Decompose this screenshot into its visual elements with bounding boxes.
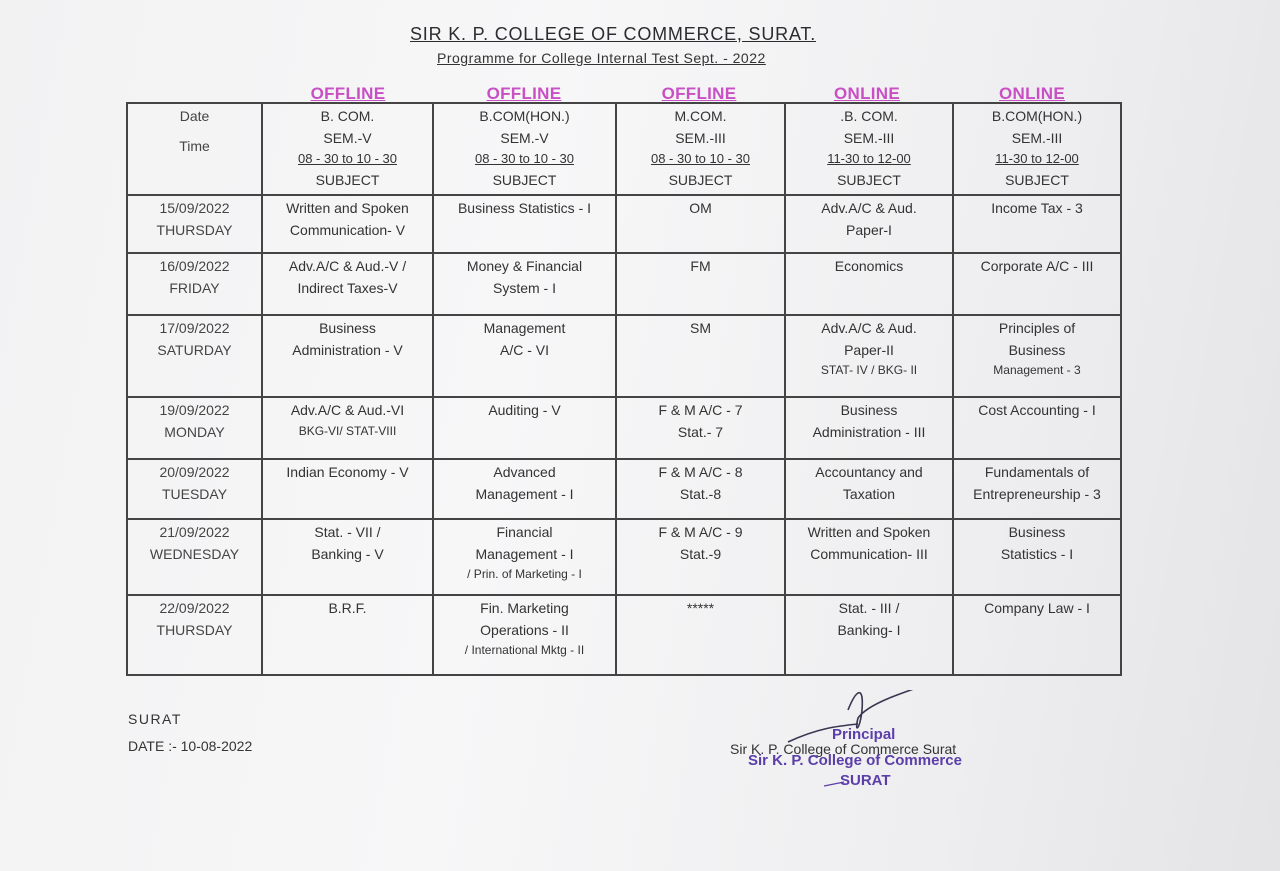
subject-text: Banking- I — [837, 621, 901, 638]
subject-cell — [433, 195, 616, 253]
subject-text: Management — [483, 320, 566, 336]
subject-text: Fundamentals of — [984, 464, 1090, 480]
stamp-city: SURAT — [840, 772, 891, 789]
subject-text: Banking - V — [311, 545, 384, 562]
mode-label-col2: OFFLINE — [486, 84, 562, 103]
date-cell — [127, 315, 262, 397]
footer-place: SURAT — [128, 711, 182, 727]
subject-text: Business — [1008, 341, 1066, 358]
header-col-4 — [785, 103, 953, 195]
subject-text: Advanced — [493, 464, 556, 480]
subject-text: Communication- V — [289, 221, 406, 238]
course-name: M.COM. — [674, 108, 727, 124]
document-subtitle: Programme for College Internal Test Sept. - 2022 — [437, 50, 766, 66]
stamp-title: Principal — [832, 726, 896, 743]
subject-text: Operations - II — [480, 621, 569, 638]
subject-text: Corporate A/C - III — [980, 258, 1094, 274]
exam-day: WEDNESDAY — [149, 545, 240, 562]
header-date-label: Date — [179, 108, 210, 124]
subject-cell — [953, 253, 1121, 315]
subject-cell — [785, 459, 953, 519]
subject-cell — [616, 519, 785, 595]
subject-cell — [616, 397, 785, 459]
subject-label: SUBJECT — [315, 171, 380, 188]
subject-cell — [785, 397, 953, 459]
subject-cell — [953, 195, 1121, 253]
subject-text: Management - I — [475, 545, 574, 562]
subject-cell — [433, 253, 616, 315]
semester: SEM.-V — [500, 129, 549, 146]
date-cell — [127, 519, 262, 595]
subject-cell — [785, 195, 953, 253]
subject-text: B.R.F. — [328, 600, 367, 616]
time-slot: 08 - 30 to 10 - 30 — [297, 151, 397, 167]
table-row — [127, 519, 1121, 595]
date-cell — [127, 253, 262, 315]
subject-text: Administration - V — [292, 341, 403, 358]
subject-cell — [616, 459, 785, 519]
exam-date: 15/09/2022 — [159, 200, 230, 216]
subject-cell — [433, 315, 616, 397]
subject-cell — [785, 253, 953, 315]
exam-date: 17/09/2022 — [159, 320, 230, 336]
subject-text: Administration - III — [812, 423, 926, 440]
subject-cell — [616, 195, 785, 253]
subject-text: Adv.A/C & Aud.-VI — [290, 402, 405, 418]
date-cell — [127, 195, 262, 253]
header-row — [127, 103, 1121, 195]
subject-cell — [785, 519, 953, 595]
course-name: B.COM(HON.) — [479, 108, 570, 124]
subject-cell — [262, 195, 433, 253]
subject-text: F & M A/C - 9 — [658, 524, 743, 540]
subject-text: / Prin. of Marketing - I — [467, 567, 582, 582]
mode-label-col3: OFFLINE — [661, 84, 737, 103]
document-title: SIR K. P. COLLEGE OF COMMERCE, SURAT. — [410, 24, 817, 44]
subject-text: F & M A/C - 8 — [658, 464, 743, 480]
mode-label-col1: OFFLINE — [310, 84, 386, 103]
subject-cell — [953, 315, 1121, 397]
subject-label: SUBJECT — [492, 171, 557, 188]
subject-text: Company Law - I — [984, 600, 1090, 616]
table-row — [127, 195, 1121, 253]
course-name: .B. COM. — [840, 108, 898, 124]
subject-text: / International Mktg - II — [464, 643, 585, 658]
footer-date: DATE :- 10-08-2022 — [128, 738, 253, 754]
exam-date: 22/09/2022 — [159, 600, 230, 616]
subject-text: A/C - VI — [499, 341, 549, 358]
table-row — [127, 459, 1121, 519]
subject-label: SUBJECT — [1005, 171, 1069, 188]
subject-text: Taxation — [842, 485, 896, 502]
semester: SEM.-III — [1011, 129, 1063, 146]
exam-date: 16/09/2022 — [159, 258, 230, 274]
time-slot: 11-30 to 12-00 — [827, 151, 911, 167]
subject-text: Management - I — [475, 485, 574, 502]
signatory-name: Sir K. P. College of Commerce Surat — [730, 741, 957, 757]
subject-text: Statistics - I — [1000, 545, 1074, 562]
subject-text: Auditing - V — [488, 402, 561, 418]
subject-cell — [262, 595, 433, 675]
subject-text: Stat.-9 — [679, 545, 722, 562]
subject-text: Financial — [496, 524, 553, 540]
exam-day: THURSDAY — [156, 221, 233, 238]
subject-cell — [433, 397, 616, 459]
subject-text: Income Tax - 3 — [991, 200, 1083, 216]
subject-text: Fin. Marketing — [480, 600, 569, 616]
course-name: B. COM. — [320, 108, 375, 124]
subject-cell — [953, 595, 1121, 675]
subject-text: System - I — [492, 279, 556, 296]
subject-label: SUBJECT — [837, 171, 901, 188]
subject-cell — [433, 459, 616, 519]
subject-cell — [953, 459, 1121, 519]
subject-text: Adv.A/C & Aud. — [821, 200, 917, 216]
subject-text: FM — [690, 258, 711, 274]
exam-timetable — [126, 102, 1122, 676]
exam-day: TUESDAY — [161, 485, 228, 502]
subject-cell — [616, 315, 785, 397]
semester: SEM.-III — [843, 129, 895, 146]
header-col-1 — [262, 103, 433, 195]
exam-day: THURSDAY — [156, 621, 233, 638]
header-col-3 — [616, 103, 785, 195]
subject-cell — [785, 595, 953, 675]
subject-text: Cost Accounting - I — [978, 402, 1096, 418]
header-col-2 — [433, 103, 616, 195]
subject-text: Management - 3 — [993, 363, 1081, 378]
subject-text: Communication- III — [810, 545, 928, 562]
subject-text: Adv.A/C & Aud. — [821, 320, 917, 336]
subject-text: F & M A/C - 7 — [658, 402, 743, 418]
subject-text: Paper-I — [846, 221, 892, 238]
subject-cell — [433, 519, 616, 595]
table-row — [127, 315, 1121, 397]
subject-text: Stat.- 7 — [677, 423, 724, 440]
subject-text: Money & Financial — [466, 258, 583, 274]
subject-text: SM — [690, 320, 711, 336]
exam-date: 21/09/2022 — [159, 524, 230, 540]
subject-text: Paper-II — [844, 341, 894, 358]
signature-area — [728, 690, 1048, 800]
subject-cell — [262, 459, 433, 519]
mode-label-col4: ONLINE — [833, 84, 901, 103]
subject-cell — [262, 253, 433, 315]
subject-text: Entrepreneurship - 3 — [973, 485, 1101, 502]
date-cell — [127, 459, 262, 519]
subject-text: Business — [1008, 524, 1066, 540]
time-slot: 11-30 to 12-00 — [995, 151, 1079, 167]
subject-cell — [262, 397, 433, 459]
date-cell — [127, 397, 262, 459]
subject-text: Economics — [834, 258, 904, 274]
subject-text: BKG-VI/ STAT-VIII — [298, 423, 397, 438]
subject-text: Adv.A/C & Aud.-V / — [288, 258, 407, 274]
subject-text: Stat.-8 — [679, 485, 722, 502]
subject-cell — [616, 253, 785, 315]
table-row — [127, 595, 1121, 675]
subject-text: Stat. - III / — [838, 600, 900, 616]
subject-text: Business — [319, 320, 376, 336]
exam-date: 19/09/2022 — [159, 402, 230, 418]
table-row — [127, 397, 1121, 459]
subject-cell — [953, 397, 1121, 459]
subject-cell — [785, 315, 953, 397]
subject-cell — [616, 595, 785, 675]
time-slot: 08 - 30 to 10 - 30 — [650, 151, 750, 167]
header-time-label: Time — [179, 137, 210, 154]
subject-text: ***** — [686, 600, 715, 616]
exam-date: 20/09/2022 — [159, 464, 230, 480]
header-date-time-cell — [127, 103, 262, 195]
table-row — [127, 253, 1121, 315]
subject-text: Indirect Taxes-V — [297, 279, 398, 296]
subject-text: Written and Spoken — [286, 200, 409, 216]
subject-text: Indian Economy - V — [286, 464, 409, 480]
exam-day: MONDAY — [164, 423, 225, 440]
time-slot: 08 - 30 to 10 - 30 — [474, 151, 574, 167]
subject-label: SUBJECT — [668, 171, 733, 188]
stamp-college: Sir K. P. College of Commerce — [748, 752, 962, 769]
semester: SEM.-V — [323, 129, 372, 146]
subject-text: STAT- IV / BKG- II — [820, 363, 918, 378]
mode-label-col5: ONLINE — [998, 84, 1066, 103]
subject-text: Business — [840, 402, 898, 418]
subject-cell — [262, 315, 433, 397]
subject-cell — [262, 519, 433, 595]
subject-cell — [953, 519, 1121, 595]
subject-text: Accountancy and — [815, 464, 923, 480]
exam-day: SATURDAY — [157, 341, 232, 358]
date-cell — [127, 595, 262, 675]
subject-text: Written and Spoken — [807, 524, 931, 540]
subject-text: Stat. - VII / — [314, 524, 381, 540]
subject-text: Principles of — [998, 320, 1076, 336]
header-col-5 — [953, 103, 1121, 195]
subject-text: OM — [689, 200, 712, 216]
exam-day: FRIDAY — [169, 279, 220, 296]
subject-cell — [433, 595, 616, 675]
subject-text: Business Statistics - I — [457, 200, 592, 216]
course-name: B.COM(HON.) — [991, 108, 1083, 124]
semester: SEM.-III — [675, 129, 726, 146]
